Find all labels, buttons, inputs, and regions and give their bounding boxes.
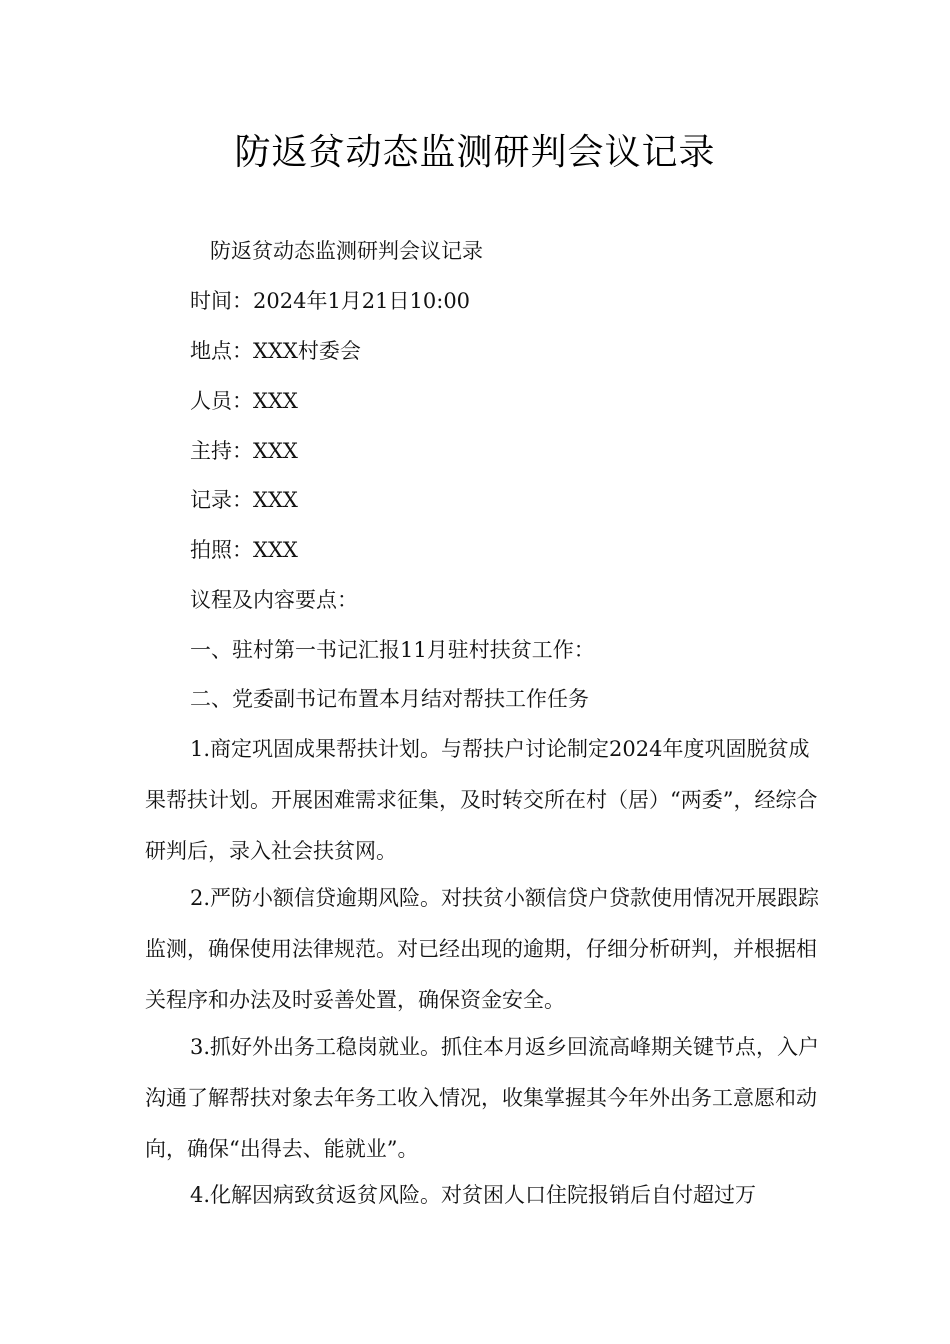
meta-label: 人员： [190,389,253,413]
meta-time [190,286,470,316]
body-paragraph: 1.商定巩固成果帮扶计划。与帮扶户讨论制定2024年度巩固脱贫成果帮扶计划。开展困难需求征集，及时转交所在村（居）“两委”，经综合研判后，录入社会扶贫网。 [145,737,818,863]
meta-label: 记录： [190,488,253,512]
meta-photographer [190,535,298,565]
meta-recorder [190,485,298,515]
meta-label: 地点： [190,339,253,363]
meta-label: 主持： [190,439,253,463]
meta-value: XXX村委会 [253,339,361,363]
agenda-heading: 议程及内容要点： [190,588,358,612]
agenda-item: 一、驻村第一书记汇报11月驻村扶贫工作： [190,638,595,662]
body-paragraph: 4.化解因病致贫返贫风险。对贫困人口住院报销后自付超过万 [190,1183,757,1207]
body-paragraph: 2.严防小额信贷逾期风险。对扶贫小额信贷户贷款使用情况开展跟踪监测，确保使用法律规范。对已经出现的逾期，仔细分析研判，并根据相关程序和办法及时妥善处置，确保资金安全。 [145,886,820,1012]
meta-label: 拍照： [190,538,253,562]
meta-value: XXX [253,389,298,413]
body-paragraph: 3.抓好外出务工稳岗就业。抓住本月返乡回流高峰期关键节点，入户沟通了解帮扶对象去年务工收入情况，收集掌握其今年外出务工意愿和动向，确保“出得去、能就业”。 [145,1035,820,1161]
agenda-item: 二、党委副书记布置本月结对帮扶工作任务 [190,687,589,711]
meta-value: XXX [253,488,298,512]
meta-attendees [190,386,298,416]
meta-value: XXX [253,538,298,562]
document-subtitle: 防返贫动态监测研判会议记录 [210,239,483,263]
document-title: 防返贫动态监测研判会议记录 [234,132,716,173]
meta-label: 时间： [190,289,253,313]
meta-value: 2024年1月21日10:00 [253,289,471,313]
meta-value: XXX [253,439,298,463]
meta-location [190,336,361,366]
meta-host [190,436,298,466]
